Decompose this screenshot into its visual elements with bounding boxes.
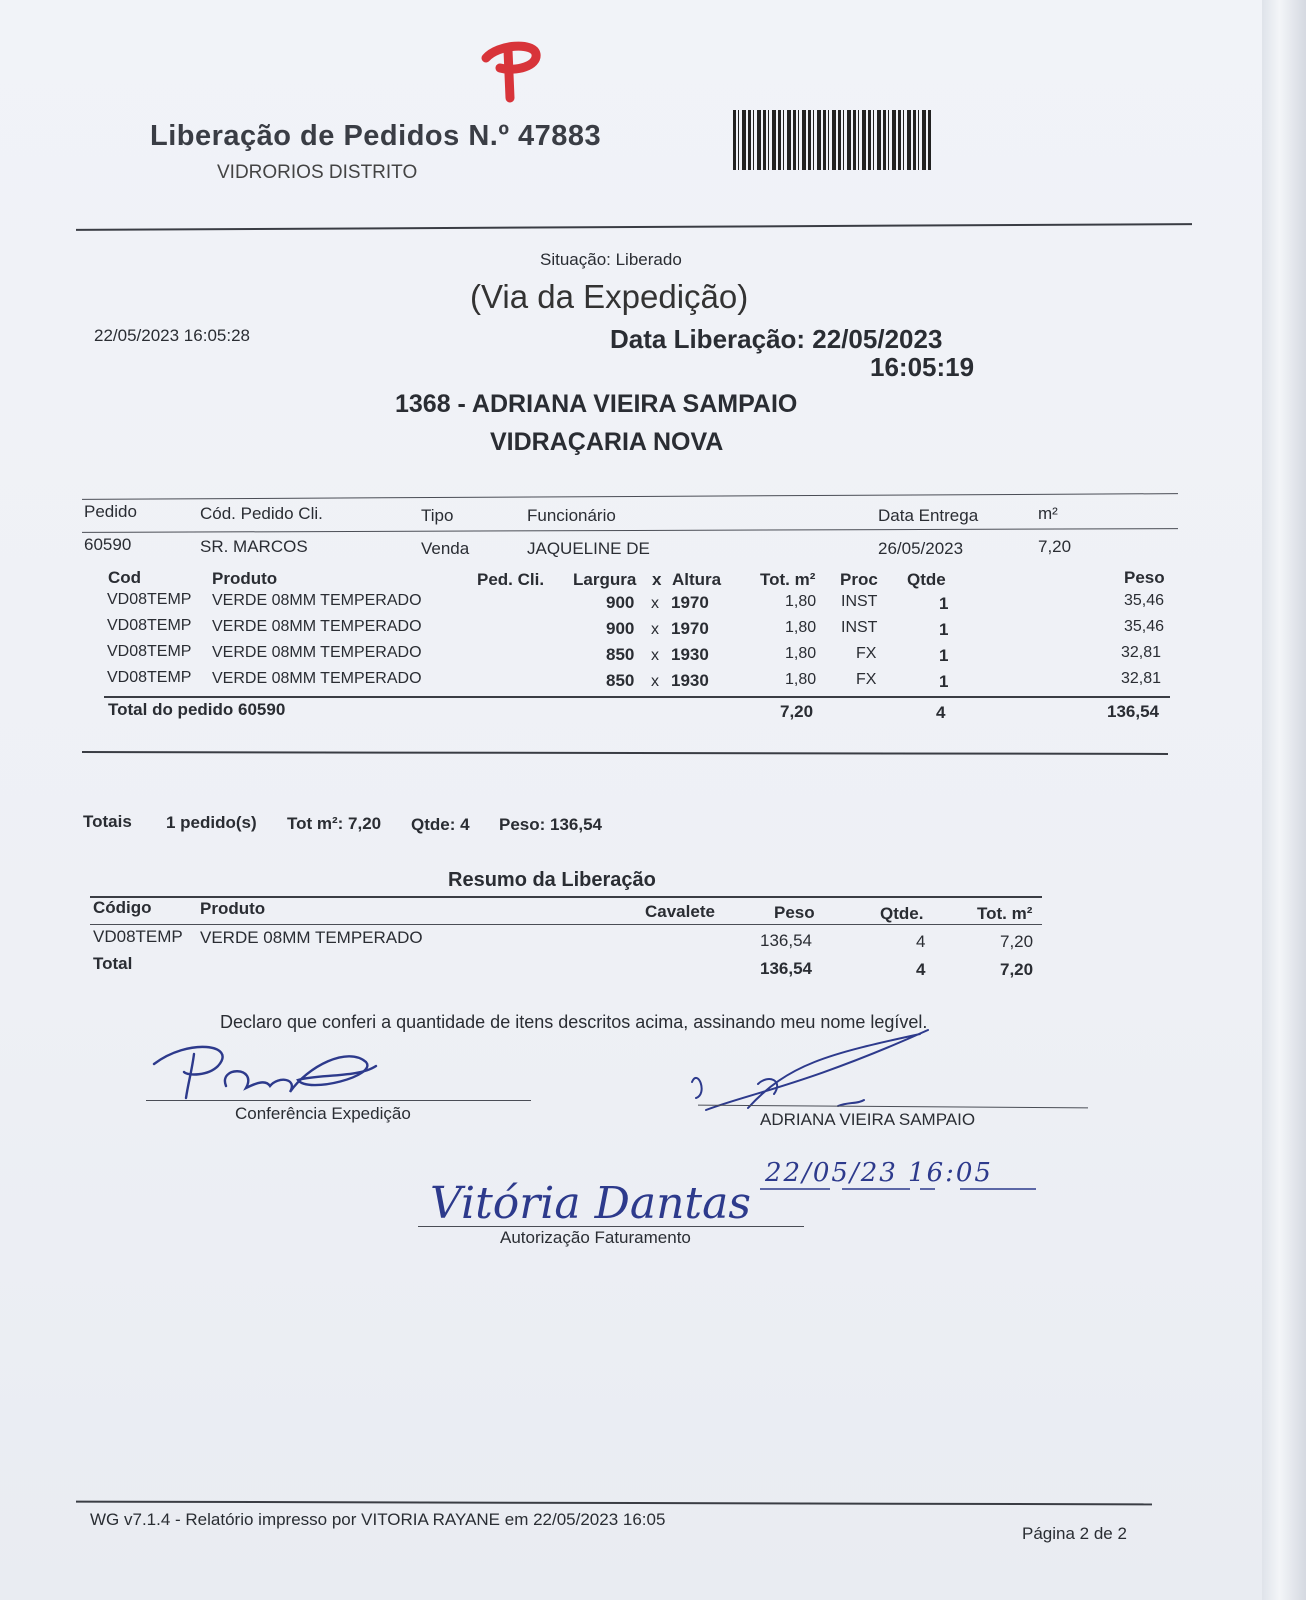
resumo-tot-m2: 7,20 <box>1000 932 1034 951</box>
item-qtde: 1 <box>939 594 949 613</box>
totals-qtde: Qtde: 4 <box>411 815 470 834</box>
item-cod: VD08TEMP <box>107 591 192 608</box>
item-produto: VERDE 08MM TEMPERADO <box>212 644 422 661</box>
resumo-col-tot-m2: Tot. m² <box>977 904 1033 923</box>
order-total-m2: 7,20 <box>780 702 814 721</box>
divider <box>76 223 1192 231</box>
item-peso: 32,81 <box>1121 670 1162 687</box>
col-tot-m2: Tot. m² <box>760 570 816 589</box>
divider <box>82 528 1178 533</box>
order-total-peso: 136,54 <box>1107 702 1159 721</box>
paper-stack-edge <box>1262 0 1306 1600</box>
col-funcionario: Funcionário <box>527 506 616 525</box>
order-m2: 7,20 <box>1038 537 1072 556</box>
resumo-produto: VERDE 08MM TEMPERADO <box>200 928 423 947</box>
barcode <box>733 110 933 170</box>
footer-printed-by: WG v7.1.4 - Relatório impresso por VITORIA RAYANE em 22/05/2023 16:05 <box>90 1510 666 1529</box>
signature-autorizacao: Vitória Dantas <box>430 1178 751 1229</box>
item-proc: INST <box>841 593 878 610</box>
item-peso: 35,46 <box>1124 592 1165 609</box>
resumo-col-produto: Produto <box>200 899 266 918</box>
totals-pedidos: 1 pedido(s) <box>166 813 257 832</box>
resumo-title: Resumo da Liberação <box>448 869 656 891</box>
via-title: (Via da Expedição) <box>470 278 749 315</box>
footer-page-number: Página 2 de 2 <box>1022 1524 1127 1543</box>
release-time: 16:05:19 <box>870 352 975 382</box>
item-tot-m2: 1,80 <box>785 671 817 688</box>
resumo-total-qtde: 4 <box>916 960 926 979</box>
item-x: x <box>651 647 659 664</box>
order-total-label: Total do pedido 60590 <box>108 700 286 719</box>
signature-line <box>418 1226 804 1227</box>
signature-line <box>146 1100 531 1101</box>
resumo-col-cavalete: Cavalete <box>645 902 715 921</box>
signature-label-conferencia: Conferência Expedição <box>235 1104 411 1123</box>
order-total-qtde: 4 <box>936 703 946 722</box>
resumo-total-peso: 136,54 <box>760 959 812 978</box>
resumo-codigo: VD08TEMP <box>93 927 183 946</box>
divider <box>82 493 1178 500</box>
item-peso: 35,46 <box>1124 618 1165 635</box>
col-cod-pedido-cli: Cód. Pedido Cli. <box>200 504 323 523</box>
company-logo <box>478 38 548 104</box>
order-data-entrega: 26/05/2023 <box>878 539 964 558</box>
resumo-col-peso: Peso <box>774 903 815 922</box>
item-tot-m2: 1,80 <box>785 593 817 610</box>
status-text: Situação: Liberado <box>540 250 682 269</box>
col-peso: Peso <box>1124 568 1165 587</box>
item-largura: 900 <box>606 593 635 612</box>
col-x: x <box>652 570 662 589</box>
item-cod: VD08TEMP <box>107 643 192 660</box>
divider <box>90 896 1042 898</box>
item-largura: 900 <box>606 619 635 638</box>
resumo-col-codigo: Código <box>93 898 152 917</box>
item-cod: VD08TEMP <box>107 669 192 686</box>
declaration-text: Declaro que conferi a quantidade de itens descritos acima, assinando meu nome legível. <box>220 1012 928 1032</box>
item-largura: 850 <box>606 645 635 664</box>
col-tipo: Tipo <box>421 506 454 525</box>
item-proc: INST <box>841 619 878 636</box>
item-x: x <box>651 621 659 638</box>
col-produto: Produto <box>212 569 278 588</box>
handwritten-date-underline <box>760 1186 1040 1192</box>
item-largura: 850 <box>606 671 635 690</box>
order-funcionario: JAQUELINE DE <box>527 539 650 558</box>
item-tot-m2: 1,80 <box>785 619 817 636</box>
item-proc: FX <box>856 671 877 688</box>
order-tipo: Venda <box>421 539 470 558</box>
item-produto: VERDE 08MM TEMPERADO <box>212 618 422 635</box>
signature-cliente <box>688 1024 948 1114</box>
item-altura: 1930 <box>671 645 709 664</box>
item-x: x <box>651 673 659 690</box>
order-cod-pedido-cli: SR. MARCOS <box>200 537 308 556</box>
item-qtde: 1 <box>939 672 949 691</box>
resumo-peso: 136,54 <box>760 931 812 950</box>
handwritten-date: 22/05/23 16:05 <box>765 1158 993 1188</box>
signature-conferencia <box>148 1036 388 1102</box>
resumo-total-m2: 7,20 <box>1000 960 1034 979</box>
item-altura: 1930 <box>671 671 709 690</box>
item-qtde: 1 <box>939 620 949 639</box>
order-pedido: 60590 <box>84 535 132 554</box>
item-produto: VERDE 08MM TEMPERADO <box>212 592 422 609</box>
item-x: x <box>651 595 659 612</box>
client-name: 1368 - ADRIANA VIEIRA SAMPAIO <box>395 390 798 418</box>
col-altura: Altura <box>672 570 722 589</box>
col-largura: Largura <box>573 570 637 589</box>
item-altura: 1970 <box>671 593 709 612</box>
totals-m2: Tot m²: 7,20 <box>287 814 382 833</box>
col-data-entrega: Data Entrega <box>878 506 979 525</box>
col-cod: Cod <box>108 568 142 587</box>
col-proc: Proc <box>840 570 878 589</box>
item-qtde: 1 <box>939 646 949 665</box>
signature-label-autorizacao: Autorização Faturamento <box>500 1228 691 1247</box>
resumo-total-label: Total <box>93 954 133 973</box>
client-business: VIDRAÇARIA NOVA <box>490 428 724 456</box>
footer-divider <box>76 1501 1152 1506</box>
divider <box>90 924 1042 925</box>
item-tot-m2: 1,80 <box>785 645 817 662</box>
company-name: VIDRORIOS DISTRITO <box>217 162 418 183</box>
resumo-col-qtde: Qtde. <box>880 904 924 923</box>
totals-peso: Peso: 136,54 <box>499 815 603 834</box>
item-proc: FX <box>856 645 877 662</box>
item-cod: VD08TEMP <box>107 617 192 634</box>
resumo-qtde: 4 <box>916 932 926 951</box>
divider <box>104 696 1170 698</box>
item-altura: 1970 <box>671 619 709 638</box>
totals-label: Totais <box>83 812 132 831</box>
col-pedido: Pedido <box>84 502 137 521</box>
release-date: Data Liberação: 22/05/2023 <box>610 324 943 354</box>
signature-label-cliente: ADRIANA VIEIRA SAMPAIO <box>760 1110 976 1129</box>
col-ped-cli: Ped. Cli. <box>477 570 545 589</box>
col-m2: m² <box>1038 504 1058 523</box>
divider <box>82 751 1168 755</box>
col-qtde: Qtde <box>907 570 946 589</box>
printed-datetime: 22/05/2023 16:05:28 <box>94 326 250 345</box>
item-peso: 32,81 <box>1121 644 1162 661</box>
item-produto: VERDE 08MM TEMPERADO <box>212 670 422 687</box>
document-title: Liberação de Pedidos N.º 47883 <box>150 120 602 152</box>
